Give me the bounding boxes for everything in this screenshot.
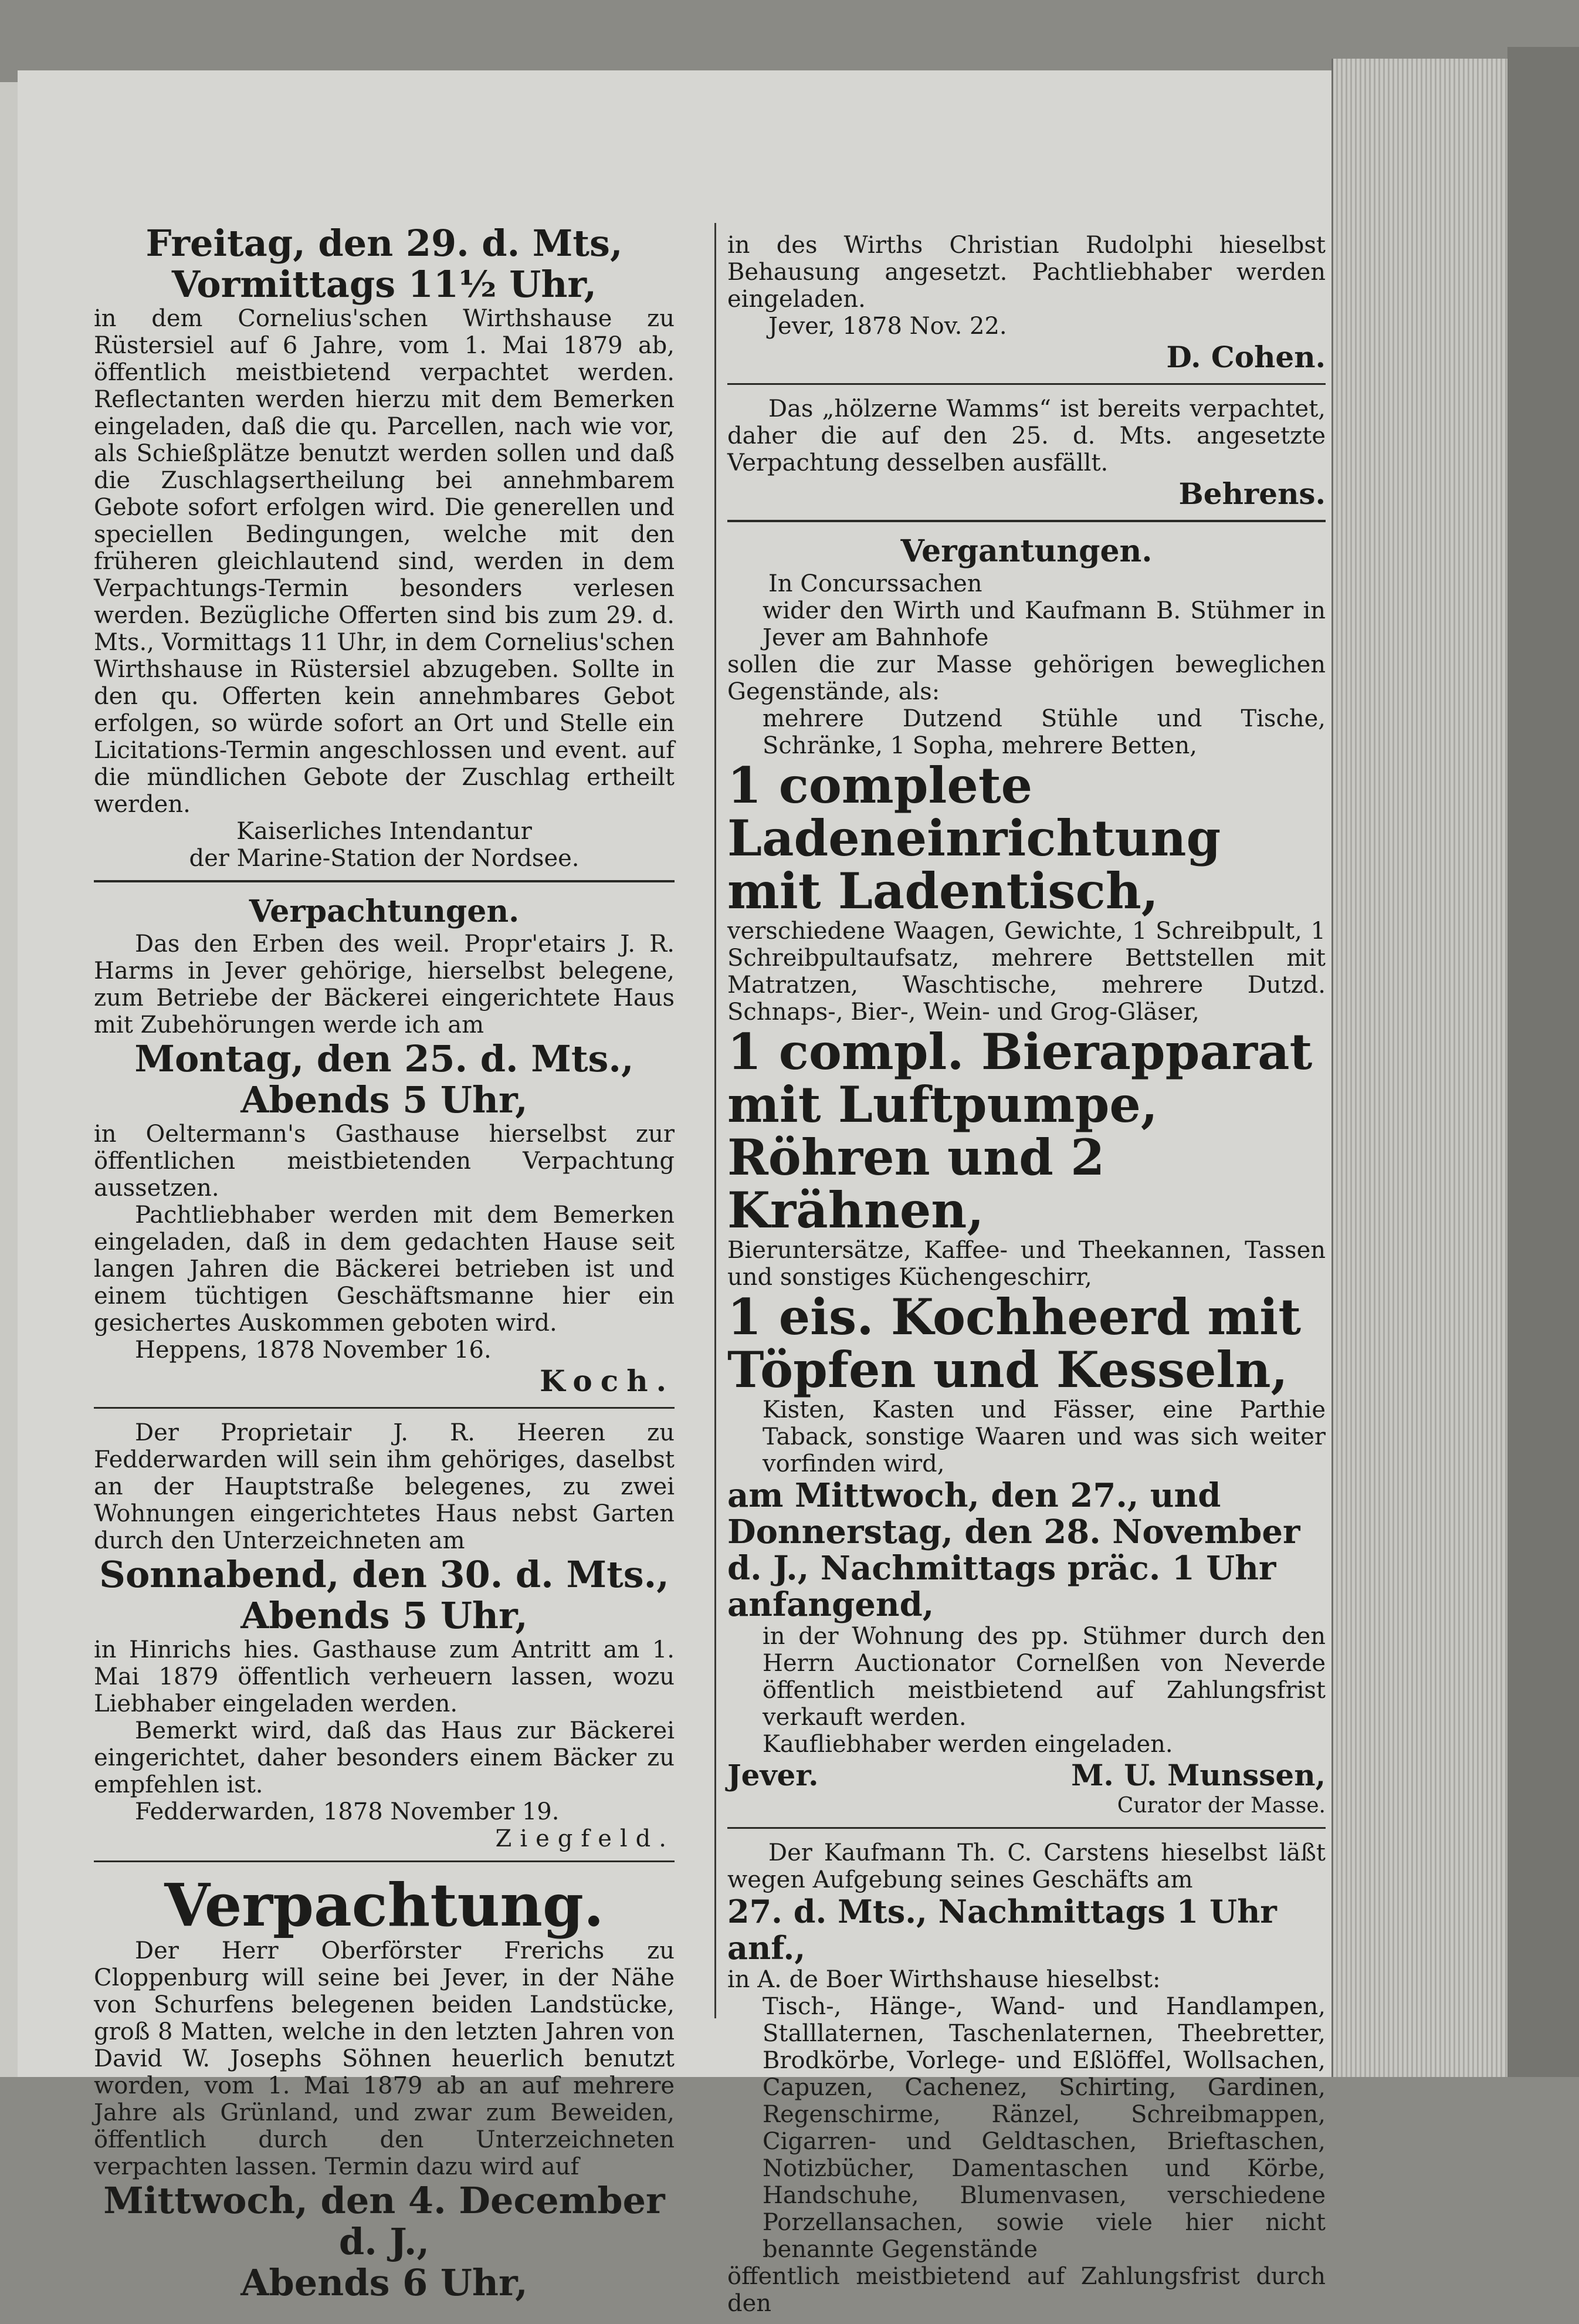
ad-date: Sonnabend, den 30. d. Mts.,: [99, 1553, 669, 1596]
ad-line-2: wider den Wirth und Kaufmann B. Stühmer in Jever am Bahnhofe: [763, 597, 1326, 651]
ad-big-item-2: 1 compl. Bierapparat mit Luftpumpe, Röhren und 2 Krähnen,: [727, 1023, 1313, 1239]
ad-signature-line1: Kaiserliches Intendantur: [236, 818, 532, 845]
ad-signature-title: Curator der Masse.: [1117, 1794, 1326, 1818]
ad-bakery-lease: [94, 893, 675, 1399]
ad-signature: Behrens.: [1178, 476, 1326, 511]
ad-date: 27. d. Mts., Nachmittags 1 Uhr anf.,: [727, 1893, 1277, 1967]
ad-body-2: in Oeltermann's Gasthause hierselbst zur öffentlichen meistbietenden Verpachtung aussetzen.: [94, 1121, 675, 1202]
ad-date: Montag, den 25. d. Mts.,: [134, 1037, 634, 1080]
ad-place-date: Fedderwarden, 1878 November 19.: [135, 1798, 560, 1825]
ad-place-date: Jever, 1878 Nov. 22.: [768, 313, 1007, 340]
ad-body: in dem Cornelius'schen Wirthshause zu Rüstersiel auf 6 Jahre, vom 1. Mai 1879 ab, öffentlich meistbietend verpachtet werden. Reflectanten werden hierzu mit dem Bemerken eingeladen, daß die qu. Parcellen, nach wie vor, als Schießplätze benutzt werden sollen und daß die Zuschlagsertheilung bei annehmbarem Gebote sofort erfolgen wird. Die generellen und speciellen Bedingungen, welche mit den früheren gleichlautend sind, werden in dem Verpachtungs-Termin besonders verlesen werden. Bezügliche Offerten sind bis zum 29. d. Mts., Vormittags 11 Uhr, in dem Cornelius'schen Wirthshause in Rüstersiel abzugeben. Sollte in den qu. Offerten kein annehmbares Gebot erfolgen, so würde sofort an Ort und Stelle ein Licitations-Termin angeschlossen und event. auf die mündlichen Gebote der Zuschlag ertheilt werden.: [94, 305, 675, 818]
ad-signature: Koch.: [540, 1364, 675, 1398]
ad-time: Abends 5 Uhr,: [240, 1078, 528, 1121]
ad-time: Abends 6 Uhr,: [240, 2261, 528, 2304]
ad-body: Der Kaufmann Th. C. Carstens hieselbst läßt wegen Aufgebung seines Geschäfts am: [727, 1839, 1326, 1893]
ad-line-1: In Concurssachen: [768, 570, 982, 597]
ad-big-item-3: 1 eis. Kochheerd mit Töpfen und Kesseln,: [727, 1288, 1302, 1399]
ad-big-item-1: 1 complete Ladeneinrichtung mit Ladentisch,: [727, 756, 1221, 920]
ad-signature-line2: der Marine-Station der Nordsee.: [189, 845, 580, 872]
ad-items: Tisch-, Hänge-, Wand- und Handlampen, Stalllaternen, Taschenlaternen, Theebretter, Brodkörbe, Vorlege- und Eßlöffel, Wollsachen, Capuzen, Cachenez, Schirting, Gardinen, Regenschirme, Ränzel, Schreibmappen, Cigarren- und Geldtaschen, Brieftaschen, Notizbücher, Damentaschen und Körbe, Handschuhe, Blumenvasen, verschiedene Porzellansachen, sowie viele hier nicht benannte Gegenstände: [763, 1993, 1326, 2263]
ad-cohen: [727, 232, 1326, 375]
ad-line-6: Bieruntersätze, Kaffee- und Theekannen, Tassen und sonstiges Küchengeschirr,: [727, 1237, 1326, 1291]
ad-body: in des Wirths Christian Rudolphi hieselbst Behausung angesetzt. Pachtliebhaber werden eingeladen.: [727, 232, 1326, 313]
ad-body: Der Herr Oberförster Frerichs zu Cloppenburg will seine bei Jever, in der Nähe von Schurfens belegenen beiden Landstücke, groß 8 Matten, welche in den letzten Jahren von David W. Josephs Söhnen heuerlich benutzt worden, vom 1. Mai 1879 ab an auf mehrere Jahre als Grünland, und zwar zum Beweiden, öffentlich durch den Unterzeichneten verpachten lassen. Termin dazu wird auf: [94, 1937, 675, 2180]
ad-line-2: öffentlich meistbietend auf Zahlungsfrist durch den: [727, 2263, 1326, 2317]
ad-separator: [727, 383, 1326, 385]
ad-line-9: Kaufliebhaber werden eingeladen.: [763, 1731, 1173, 1758]
ad-separator: [727, 520, 1326, 522]
ad-auction-stuehmer: [727, 533, 1326, 1819]
ad-body: Der Proprietair J. R. Heeren zu Fedderwarden will sein ihm gehöriges, daselbst an der Hauptstraße belegenes, zu zwei Wohnungen eingerichtetes Haus nebst Garten durch den Unterzeichneten am: [94, 1419, 675, 1554]
ad-signature: M. U. Munssen,: [1071, 1758, 1326, 1792]
ad-body-3: Bemerkt wird, daß das Haus zur Bäckerei eingerichtet, daher besonders einem Bäcker zu empfehlen ist.: [94, 1717, 675, 1798]
ad-date: am Mittwoch, den 27., und Donnerstag, den 28. November d. J., Nachmittags präc. 1 Uhr anfangend,: [727, 1476, 1300, 1624]
ad-time: Vormittags 11½ Uhr,: [171, 263, 597, 306]
ad-line-3: sollen die zur Masse gehörigen beweglichen Gegenstände, als:: [727, 651, 1326, 705]
ad-heading: Vergantungen.: [900, 533, 1153, 569]
ad-marine-lease: [94, 223, 675, 872]
ad-body-2: in Hinrichs hies. Gasthause zum Antritt am 1. Mai 1879 öffentlich verheuern lassen, wozu Liebhaber eingeladen werden.: [94, 1636, 675, 1717]
book-page-edges: [1331, 59, 1509, 2077]
ad-land-lease: [94, 1870, 675, 2304]
ad-line-4: mehrere Dutzend Stühle und Tische, Schränke, 1 Sopha, mehrere Betten,: [763, 705, 1326, 759]
ad-body-3: Pachtliebhaber werden mit dem Bemerken eingeladen, daß in dem gedachten Hause seit langen Jahren die Bäckerei betrieben ist und einem tüchtigen Geschäftsmanne hier ein gesichertes Auskommen geboten wird.: [94, 1202, 675, 1337]
ad-place-date: Heppens, 1878 November 16.: [135, 1337, 492, 1364]
ad-heading: Verpachtungen.: [249, 894, 520, 929]
ad-place: Jever.: [727, 1758, 819, 1792]
ad-heading: Verpachtung.: [164, 1870, 604, 1940]
column-rule: [714, 223, 716, 2018]
ad-line-1: in A. de Boer Wirthshause hieselbst:: [727, 1966, 1161, 1993]
ad-behrens: [727, 395, 1326, 512]
ad-separator: [94, 1407, 675, 1409]
ad-date: Freitag, den 29. d. Mts,: [145, 222, 623, 265]
book-cover: [1507, 47, 1579, 2077]
ad-signature: Ziegfeld.: [495, 1825, 675, 1852]
ad-body: Das „hölzerne Wamms“ ist bereits verpachtet, daher die auf den 25. d. Mts. angesetzte Verpachtung desselben ausfällt.: [727, 395, 1326, 476]
ad-carstens: [727, 1839, 1326, 2317]
ad-signature: D. Cohen.: [1166, 340, 1326, 374]
ad-separator: [727, 1827, 1326, 1829]
ad-line-8: in der Wohnung des pp. Stühmer durch den Herrn Auctionator Cornelßen von Neverde öffentlich meistbietend auf Zahlungsfrist verkauft werden.: [763, 1623, 1326, 1731]
right-column: [727, 232, 1326, 2324]
ad-time: Abends 5 Uhr,: [240, 1594, 528, 1637]
ad-line-7: Kisten, Kasten und Fässer, eine Parthie Taback, sonstige Waaren und was sich weiter vorfinden wird,: [763, 1396, 1326, 1477]
ad-house-rental: [94, 1419, 675, 1852]
left-column: [94, 223, 675, 2311]
ad-date: Mittwoch, den 4. December d. J.,: [103, 2179, 665, 2263]
ad-body: Das den Erben des weil. Propr'etairs J. R. Harms in Jever gehörige, hierselbst belegene, zum Betriebe der Bäckerei eingerichtete Haus mit Zubehörungen werde ich am: [94, 931, 675, 1038]
ad-signature-row: [727, 1758, 1326, 1793]
ad-separator: [94, 1860, 675, 1862]
ad-line-5: verschiedene Waagen, Gewichte, 1 Schreibpult, 1 Schreibpultaufsatz, mehrere Bettstellen mit Matratzen, Waschtische, mehrere Dutzd. Schnaps-, Bier-, Wein- und Grog-Gläser,: [727, 918, 1326, 1026]
ad-separator: [94, 880, 675, 882]
